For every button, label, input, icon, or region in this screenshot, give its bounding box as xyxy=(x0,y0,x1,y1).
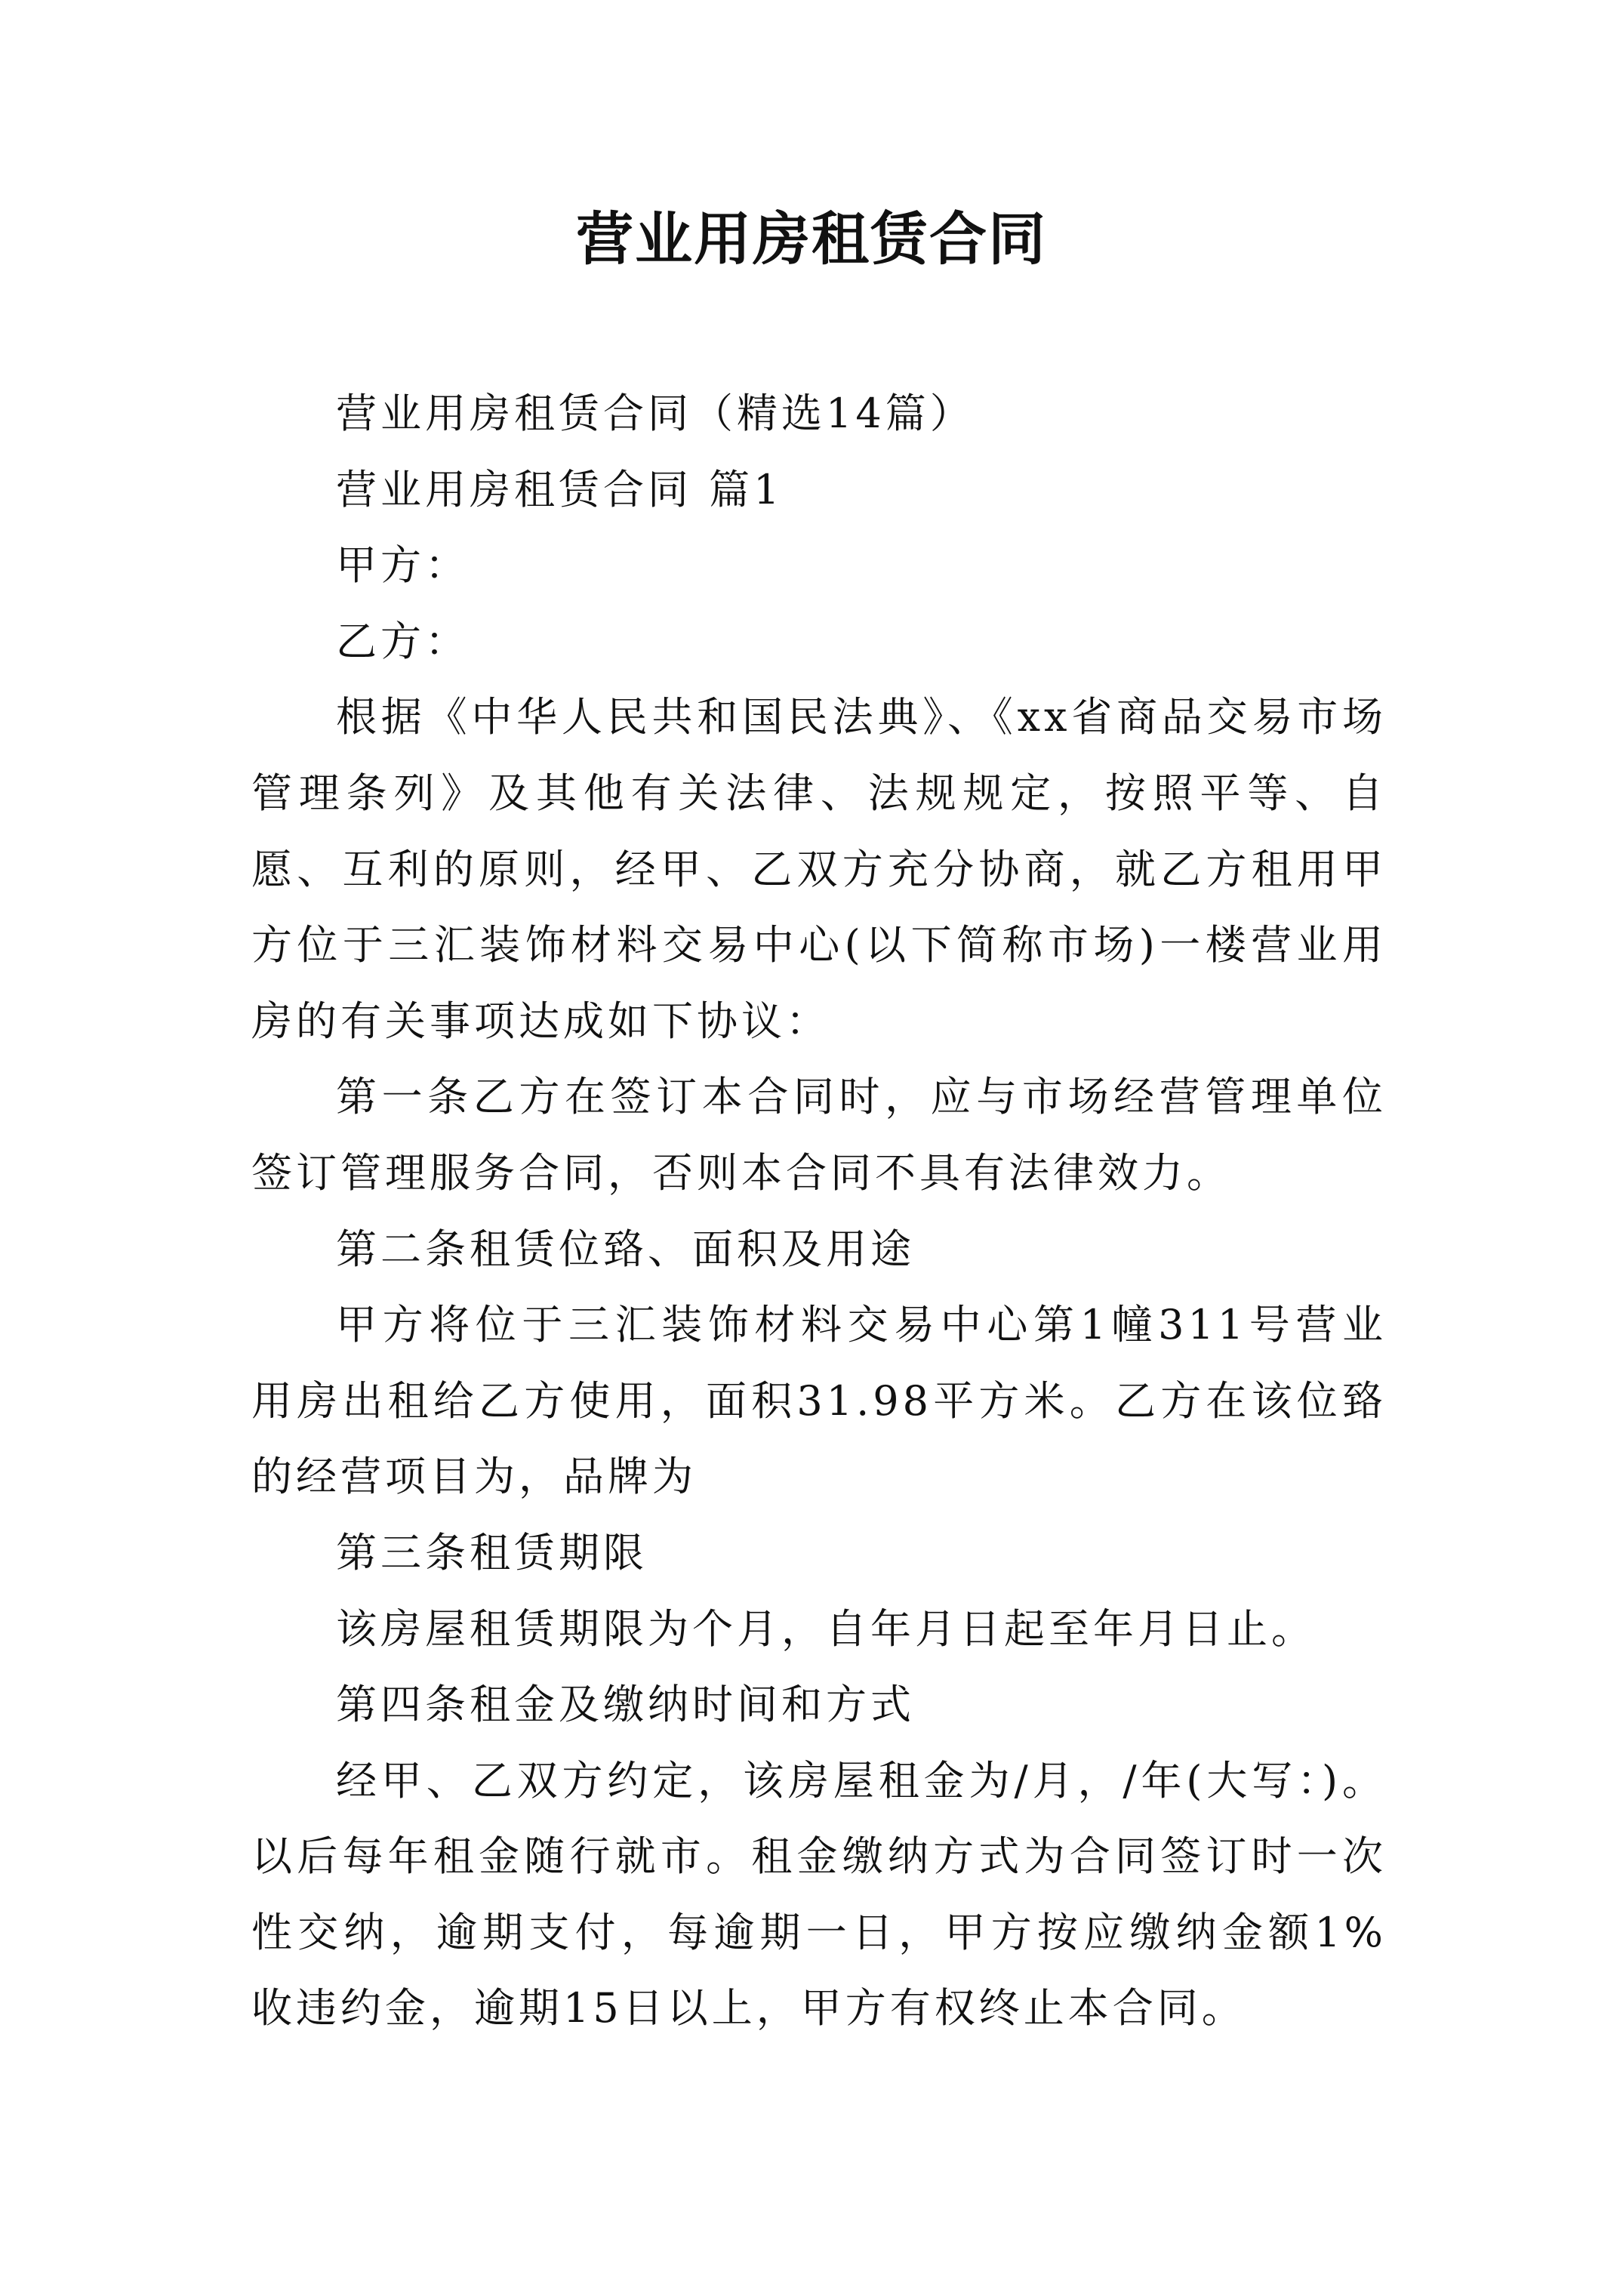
document-body xyxy=(251,376,1387,2047)
paragraph-article-1: 第一条乙方在签订本合同时，应与市场经营管理单位签订管理服务合同，否则本合同不具有法律效力。 xyxy=(251,1073,1387,1197)
paragraph-article-4-body: 经甲、乙双方约定，该房屋租金为/月，/年(大写：)。以后每年租金随行就市。租金缴纳方式为合同签订时一次性交纳，逾期支付，每逾期一日，甲方按应缴纳金额1%收违约金，逾期15日以上，甲方有权终止本合同。 xyxy=(251,1756,1387,2032)
paragraph-article-2-body: 甲方将位于三汇装饰材料交易中心第1幢311号营业用房出租给乙方使用，面积31.98平方米。乙方在该位臵的经营项目为，品牌为 xyxy=(251,1301,1387,1501)
paragraph-article-3-heading: 第三条租赁期限 xyxy=(336,1528,648,1576)
paragraph-section-heading: 营业用房租赁合同 篇1 xyxy=(336,465,784,513)
paragraph-party-b: 乙方： xyxy=(336,617,470,665)
paragraph-article-2-heading: 第二条租赁位臵、面积及用途 xyxy=(336,1225,915,1273)
paragraph-article-3-body: 该房屋租赁期限为个月，自年月日起至年月日止。 xyxy=(336,1604,1316,1653)
paragraph-party-a: 甲方： xyxy=(336,541,470,590)
paragraph-article-4-heading: 第四条租金及缴纳时间和方式 xyxy=(336,1681,915,1729)
paragraph-subtitle: 营业用房租赁合同（精选14篇） xyxy=(336,390,975,437)
document-title: 营业用房租赁合同 xyxy=(576,205,1047,273)
paragraph-preamble: 根据《中华人民共和国民法典》、《xx省商品交易市场管理条列》及其他有关法律、法规规定，按照平等、自愿、互利的原则，经甲、乙双方充分协商，就乙方租用甲方位于三汇装饰材料交易中心(以下简称市场)一楼营业用房的有关事项达成如下协议： xyxy=(251,693,1387,1045)
